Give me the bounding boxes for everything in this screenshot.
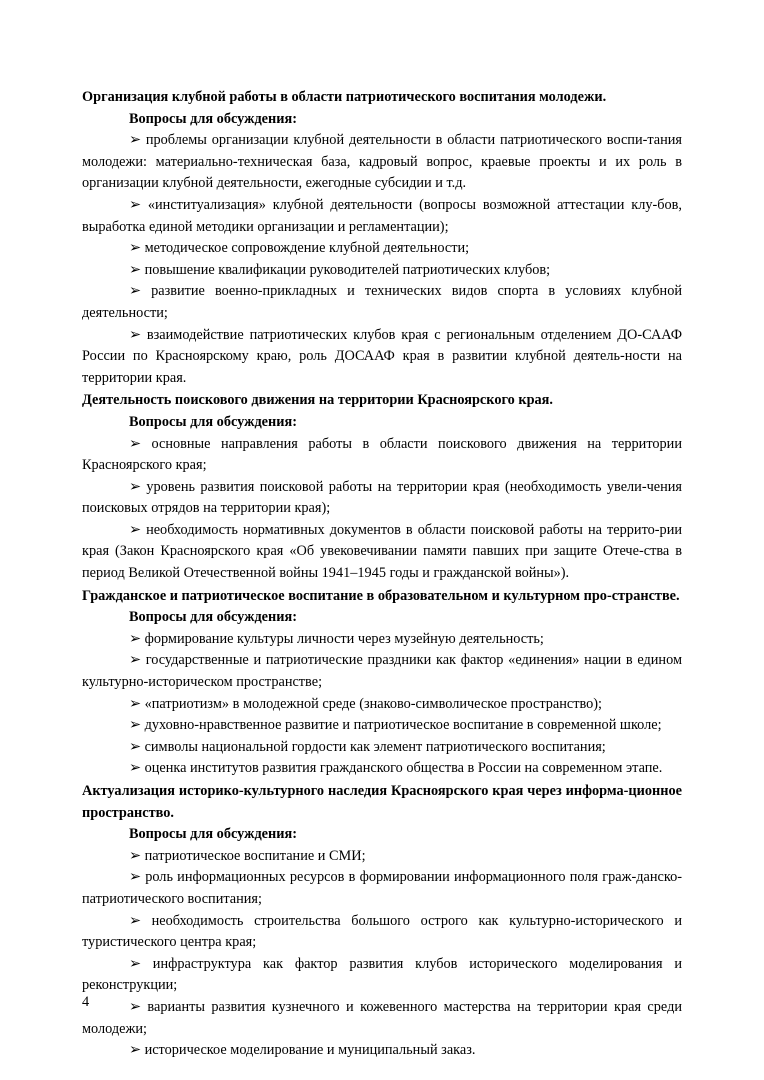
- list-item-text: развитие военно-прикладных и технических видов спорта в условиях клубной деятельности;: [82, 283, 683, 321]
- arrow-bullet-icon: ➢: [129, 1042, 141, 1059]
- arrow-bullet-icon: ➢: [129, 326, 141, 343]
- list-item: [82, 477, 682, 520]
- section: [82, 87, 682, 389]
- list-item: [82, 629, 682, 651]
- arrow-bullet-icon: ➢: [129, 717, 141, 734]
- list-item-text: варианты развития кузнечного и кожевенного мастерства на территории края среди молодежи;: [82, 998, 683, 1037]
- arrow-bullet-icon: ➢: [129, 652, 141, 669]
- arrow-bullet-icon: ➢: [129, 261, 141, 278]
- section: [82, 390, 682, 584]
- section: [82, 586, 682, 780]
- arrow-bullet-icon: ➢: [129, 955, 141, 972]
- list-item: [82, 130, 682, 195]
- arrow-bullet-icon: ➢: [129, 196, 141, 213]
- section: [82, 781, 682, 1062]
- list-item-text: государственные и патриотические праздники как фактор «единения» нации в едином культурно-историческом пространстве;: [82, 652, 682, 691]
- section-heading: Организация клубной работы в области патриотического воспитания молодежи.: [82, 89, 607, 105]
- arrow-bullet-icon: ➢: [129, 283, 141, 300]
- arrow-bullet-icon: ➢: [129, 630, 141, 647]
- list-item: [82, 195, 682, 238]
- list-item: [82, 954, 682, 997]
- list-item-text: взаимодействие патриотических клубов края с региональным отделением ДО-СААФ России по Красноярскому краю, роль ДОСААФ края в развитии клубной деятель-ности на территории края.: [82, 326, 682, 386]
- arrow-bullet-icon: ➢: [129, 521, 141, 538]
- section-heading: Гражданское и патриотическое воспитание в образовательном и культурном про-странстве.: [82, 587, 680, 604]
- list-item-text: необходимость строительства большого острого как культурно-исторического и туристического центра края;: [82, 912, 682, 951]
- list-item: [82, 325, 682, 390]
- arrow-bullet-icon: ➢: [129, 760, 141, 777]
- arrow-bullet-icon: ➢: [129, 869, 141, 886]
- list-item: [82, 650, 682, 693]
- page-number: 4: [82, 994, 90, 1010]
- list-item: [82, 911, 682, 954]
- list-item-text: духовно-нравственное развитие и патриотическое воспитание в современной школе;: [144, 717, 662, 734]
- list-item-text: символы национальной гордости как элемент патриотического воспитания;: [144, 738, 606, 755]
- discussion-label: Вопросы для обсуждения:: [129, 413, 297, 430]
- discussion-label: Вопросы для обсуждения:: [129, 110, 297, 127]
- page-content: [82, 87, 682, 1062]
- list-item-text: «патриотизм» в молодежной среде (знаково-символическое пространство);: [144, 695, 603, 712]
- list-item-text: оценка институтов развития гражданского общества в России на современном этапе.: [144, 760, 663, 777]
- list-item-text: формирование культуры личности через музейную деятельность;: [144, 630, 544, 647]
- list-item-text: необходимость нормативных документов в области поисковой работы на террито-рии края (Закон Красноярского края «Об увековечивании памяти павших при защите Отече-ства в период Великой Отечественной войны 1941–1945 годы и гражданской войны»).: [82, 521, 682, 582]
- section-heading: Актуализация историко-культурного наследия Красноярского края через информа-ционное пространство.: [82, 783, 682, 821]
- list-item: [82, 867, 682, 910]
- list-item: [82, 238, 682, 260]
- arrow-bullet-icon: ➢: [129, 912, 141, 929]
- list-item-text: уровень развития поисковой работы на территории края (необходимость увели-чения поисковых отрядов на территории края);: [82, 478, 683, 517]
- list-item-text: проблемы организации клубной деятельности в области патриотического воспи-тания молодежи: материально-техническая база, кадровый вопрос, краевые проекты и их роль в организации клубной деятельности, ежегодные субсидии и т.д.: [82, 132, 683, 192]
- list-item-text: инфраструктура как фактор развития клубов исторического моделирования и реконструкции;: [82, 955, 682, 994]
- list-item: [82, 737, 682, 759]
- list-item-text: «институализация» клубной деятельности (вопросы возможной аттестации клу-бов, выработка единой методики организации и регламентации);: [82, 196, 682, 235]
- discussion-label: Вопросы для обсуждения:: [129, 609, 297, 626]
- arrow-bullet-icon: ➢: [129, 695, 141, 712]
- list-item: [82, 758, 682, 780]
- arrow-bullet-icon: ➢: [129, 132, 141, 149]
- list-item: [82, 434, 682, 477]
- list-item-text: методическое сопровождение клубной деятельности;: [144, 240, 470, 257]
- list-item: [82, 520, 682, 585]
- list-item: [82, 694, 682, 716]
- list-item-text: патриотическое воспитание и СМИ;: [144, 847, 366, 864]
- arrow-bullet-icon: ➢: [129, 478, 141, 495]
- arrow-bullet-icon: ➢: [129, 738, 141, 755]
- arrow-bullet-icon: ➢: [129, 998, 141, 1015]
- list-item: [82, 281, 682, 324]
- list-item: [82, 846, 682, 868]
- list-item: [82, 260, 682, 282]
- list-item-text: основные направления работы в области поискового движения на территории Красноярского края;: [82, 435, 682, 474]
- discussion-label: Вопросы для обсуждения:: [129, 826, 297, 843]
- arrow-bullet-icon: ➢: [129, 847, 141, 864]
- arrow-bullet-icon: ➢: [129, 240, 141, 257]
- section-heading: Деятельность поискового движения на территории Красноярского края.: [82, 392, 553, 409]
- list-item-text: роль информационных ресурсов в формировании информационного поля граж-данско-патриотического воспитания;: [82, 869, 682, 907]
- list-item: [82, 997, 682, 1040]
- list-item-text: историческое моделирование и муниципальный заказ.: [144, 1042, 476, 1059]
- list-item: [82, 715, 682, 737]
- arrow-bullet-icon: ➢: [129, 435, 141, 452]
- list-item: [82, 1040, 682, 1062]
- list-item-text: повышение квалификации руководителей патриотических клубов;: [144, 261, 551, 278]
